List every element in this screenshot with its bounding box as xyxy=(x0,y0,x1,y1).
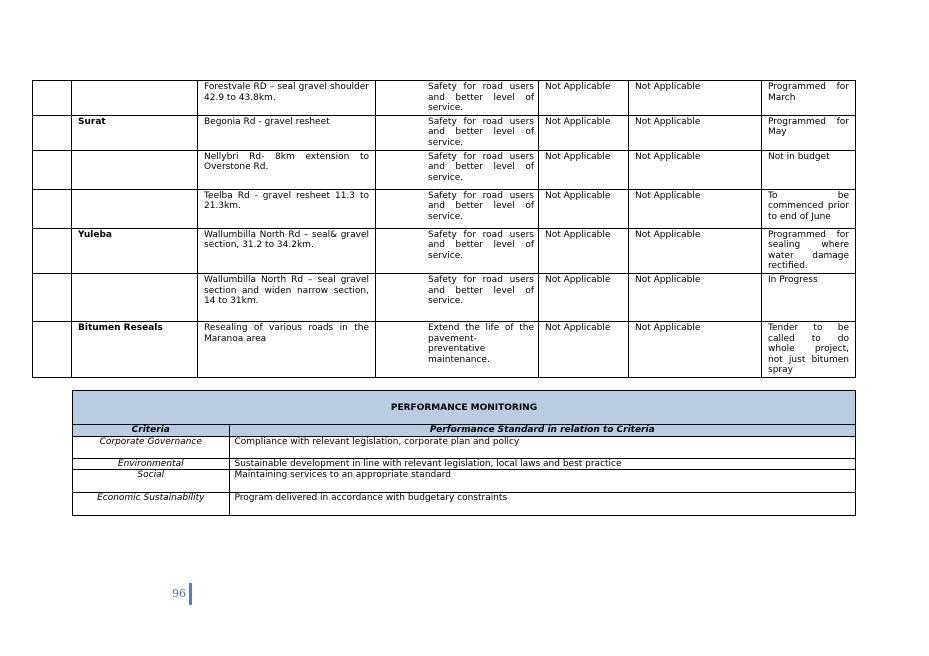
objective-cell: Extend the life of the pavement- preventative maintenance. xyxy=(376,321,539,377)
standard-cell: Program delivered in accordance with budgetary constraints xyxy=(234,493,508,504)
table-row xyxy=(33,150,856,189)
applicability-cell: Not Applicable xyxy=(539,81,629,116)
location-cell: Bitumen Reseals xyxy=(72,321,198,377)
row-marker-cell xyxy=(33,189,72,228)
status-cell: To be commenced prior to end of June xyxy=(762,189,856,228)
criteria-cell: Environmental xyxy=(73,458,229,470)
row-marker-cell xyxy=(33,321,72,377)
applicability-cell: Not Applicable xyxy=(539,189,629,228)
objective-cell: Safety for road users and better level of service. xyxy=(376,273,539,321)
page-number-bar xyxy=(189,583,192,605)
applicability-cell: Not Applicable xyxy=(629,189,762,228)
performance-row xyxy=(73,493,855,515)
objective-cell: Safety for road users and better level of service. xyxy=(376,81,539,116)
status-cell: Programmed for May xyxy=(762,115,856,150)
applicability-cell: Not Applicable xyxy=(629,273,762,321)
status-cell: Programmed for March xyxy=(762,81,856,116)
performance-row xyxy=(73,436,855,458)
row-marker-cell xyxy=(33,81,72,116)
performance-row xyxy=(73,458,855,470)
applicability-cell: Not Applicable xyxy=(539,273,629,321)
location-cell: Yuleba xyxy=(72,228,198,273)
objective-cell: Safety for road users and better level of service. xyxy=(376,115,539,150)
project-cell: Resealing of various roads in the Maranoa area xyxy=(198,321,376,377)
row-marker-cell xyxy=(33,273,72,321)
project-cell: Wallumbilla North Rd – seal& gravel section, 31.2 to 34.2km. xyxy=(198,228,376,273)
criteria-cell: Corporate Governance xyxy=(73,436,229,458)
location-cell xyxy=(72,150,198,189)
objective-cell: Safety for road users and better level of service. xyxy=(376,150,539,189)
standard-cell: Sustainable development in line with relevant legislation, local laws and best practice xyxy=(229,458,855,470)
applicability-cell: Not Applicable xyxy=(539,150,629,189)
objective-cell: Safety for road users and better level of service. xyxy=(376,228,539,273)
project-cell: Wallumbilla North Rd – seal gravel section and widen narrow section, 14 to 31km. xyxy=(198,273,376,321)
standard-cell: Maintaining services to an appropriate standard xyxy=(229,470,855,493)
applicability-cell: Not Applicable xyxy=(629,150,762,189)
row-marker-cell xyxy=(33,115,72,150)
applicability-cell: Not Applicable xyxy=(539,228,629,273)
location-cell xyxy=(72,273,198,321)
applicability-cell: Not Applicable xyxy=(629,321,762,377)
status-cell: Tender to be called to do whole project, not just bitumen spray xyxy=(762,321,856,377)
performance-header-row xyxy=(73,425,855,436)
table-row xyxy=(33,189,856,228)
applicability-cell: Not Applicable xyxy=(539,321,629,377)
criteria-cell: Economic Sustainability xyxy=(73,493,229,515)
status-cell: Not in budget xyxy=(762,150,856,189)
criteria-cell: Social xyxy=(73,470,229,493)
applicability-cell: Not Applicable xyxy=(629,115,762,150)
standard-header: Performance Standard in relation to Criteria xyxy=(229,425,855,436)
applicability-cell: Not Applicable xyxy=(629,228,762,273)
location-cell: Surat xyxy=(72,115,198,150)
performance-monitoring-title: PERFORMANCE MONITORING xyxy=(73,391,855,425)
table-row xyxy=(33,321,856,377)
status-cell: In Progress xyxy=(762,273,856,321)
location-cell xyxy=(72,81,198,116)
location-cell xyxy=(72,189,198,228)
table-row xyxy=(33,273,856,321)
row-marker-cell xyxy=(33,150,72,189)
applicability-cell: Not Applicable xyxy=(629,81,762,116)
standard-cell: Compliance with relevant legislation, corporate plan and policy xyxy=(229,436,855,458)
performance-table xyxy=(73,425,855,515)
table-row xyxy=(33,228,856,273)
page-number: 96 xyxy=(172,587,186,600)
works-program-table xyxy=(32,80,856,378)
criteria-header: Criteria xyxy=(73,425,229,436)
project-cell: Nellybri Rd- 8km extension to Overstone Rd. xyxy=(198,150,376,189)
table-row xyxy=(33,81,856,116)
row-marker-cell xyxy=(33,228,72,273)
project-cell: Forestvale RD – seal gravel shoulder 42.9 to 43.8km. xyxy=(198,81,376,116)
objective-cell: Safety for road users and better level of service. xyxy=(376,189,539,228)
project-cell: Begonia Rd - gravel resheet xyxy=(198,115,376,150)
status-cell: Programmed for sealing where water damage rectified. xyxy=(762,228,856,273)
performance-row xyxy=(73,470,855,493)
applicability-cell: Not Applicable xyxy=(539,115,629,150)
performance-monitoring-box xyxy=(72,390,856,516)
table-row xyxy=(33,115,856,150)
project-cell: Teelba Rd - gravel resheet 11.3 to 21.3km. xyxy=(198,189,376,228)
